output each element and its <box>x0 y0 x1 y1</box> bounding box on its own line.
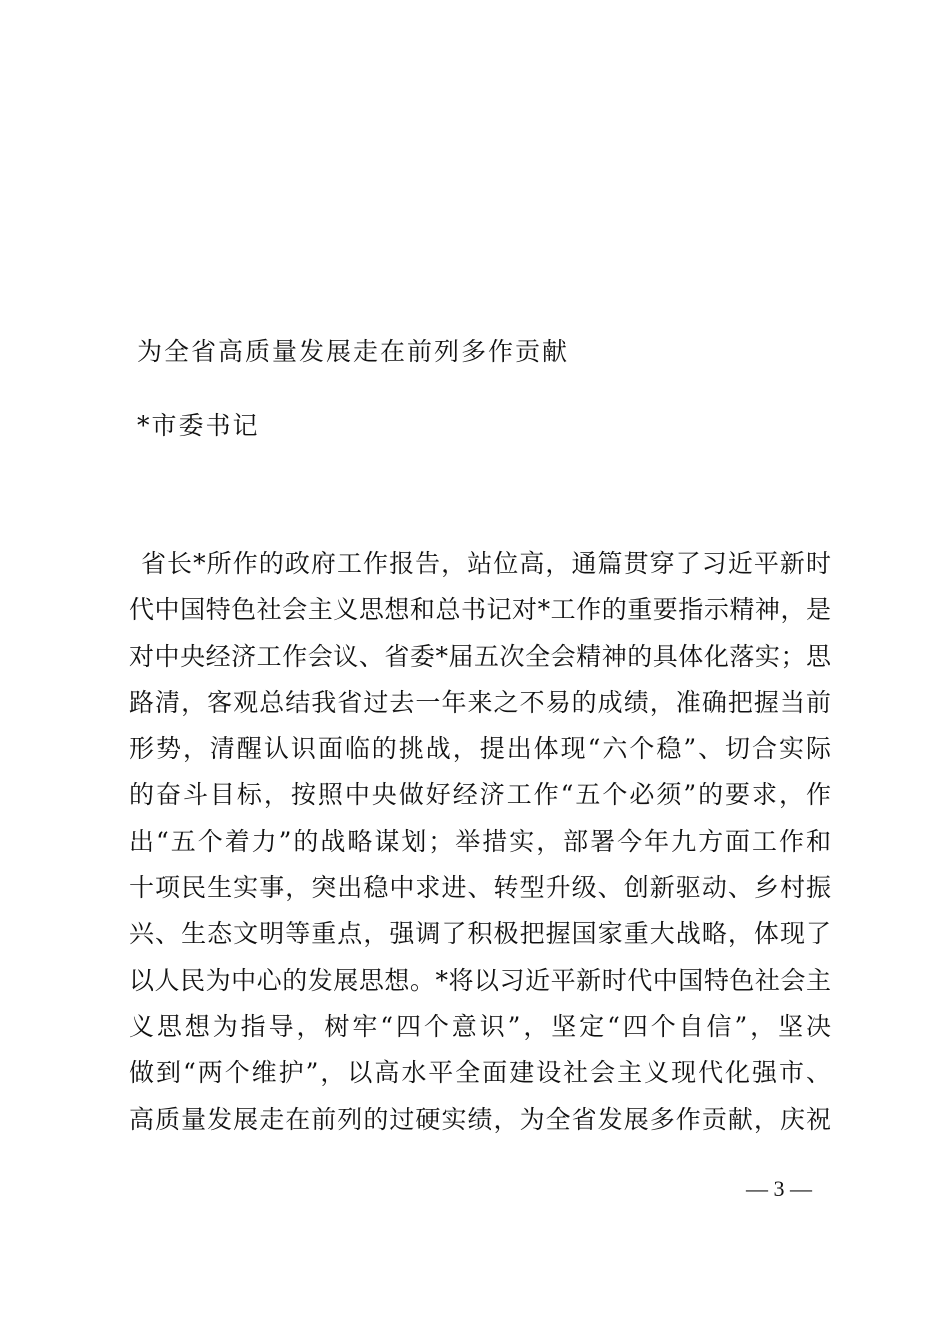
body-line: 形势，清醒认识面临的挑战，提出体现“六个稳”、切合实际 <box>129 734 831 764</box>
document-title: 为全省高质量发展走在前列多作贡献 <box>137 337 570 366</box>
body-line: 十项民生实事，突出稳中求进、转型升级、创新驱动、乡村振 <box>129 873 831 903</box>
body-line: 省长*所作的政府工作报告，站位高，通篇贯穿了习近平新时 <box>141 549 831 578</box>
author-line: *市委书记 <box>137 411 260 440</box>
body-paragraph <box>129 541 831 1143</box>
body-line: 出“五个着力”的战略谋划；举措实，部署今年九方面工作和 <box>129 826 831 856</box>
body-line: 做到“两个维护”，以高水平全面建设社会主义现代化强市、 <box>129 1058 831 1088</box>
body-line: 代中国特色社会主义思想和总书记对*工作的重要指示精神，是 <box>129 595 831 625</box>
body-line: 义思想为指导，树牢“四个意识”，坚定“四个自信”，坚决 <box>129 1011 831 1041</box>
body-line: 的奋斗目标，按照中央做好经济工作“五个必须”的要求，作 <box>129 780 831 810</box>
body-line: 以人民为中心的发展思想。*将以习近平新时代中国特色社会主 <box>129 965 831 995</box>
body-line: 高质量发展走在前列的过硬实绩，为全省发展多作贡献，庆祝 <box>129 1104 831 1134</box>
body-line: 对中央经济工作会议、省委*届五次全会精神的具体化落实；思 <box>129 641 831 671</box>
body-line: 兴、生态文明等重点，强调了积极把握国家重大战略，体现了 <box>129 919 831 949</box>
page-number: — 3 — <box>746 1176 812 1201</box>
body-line: 路清，客观总结我省过去一年来之不易的成绩，准确把握当前 <box>129 687 831 717</box>
